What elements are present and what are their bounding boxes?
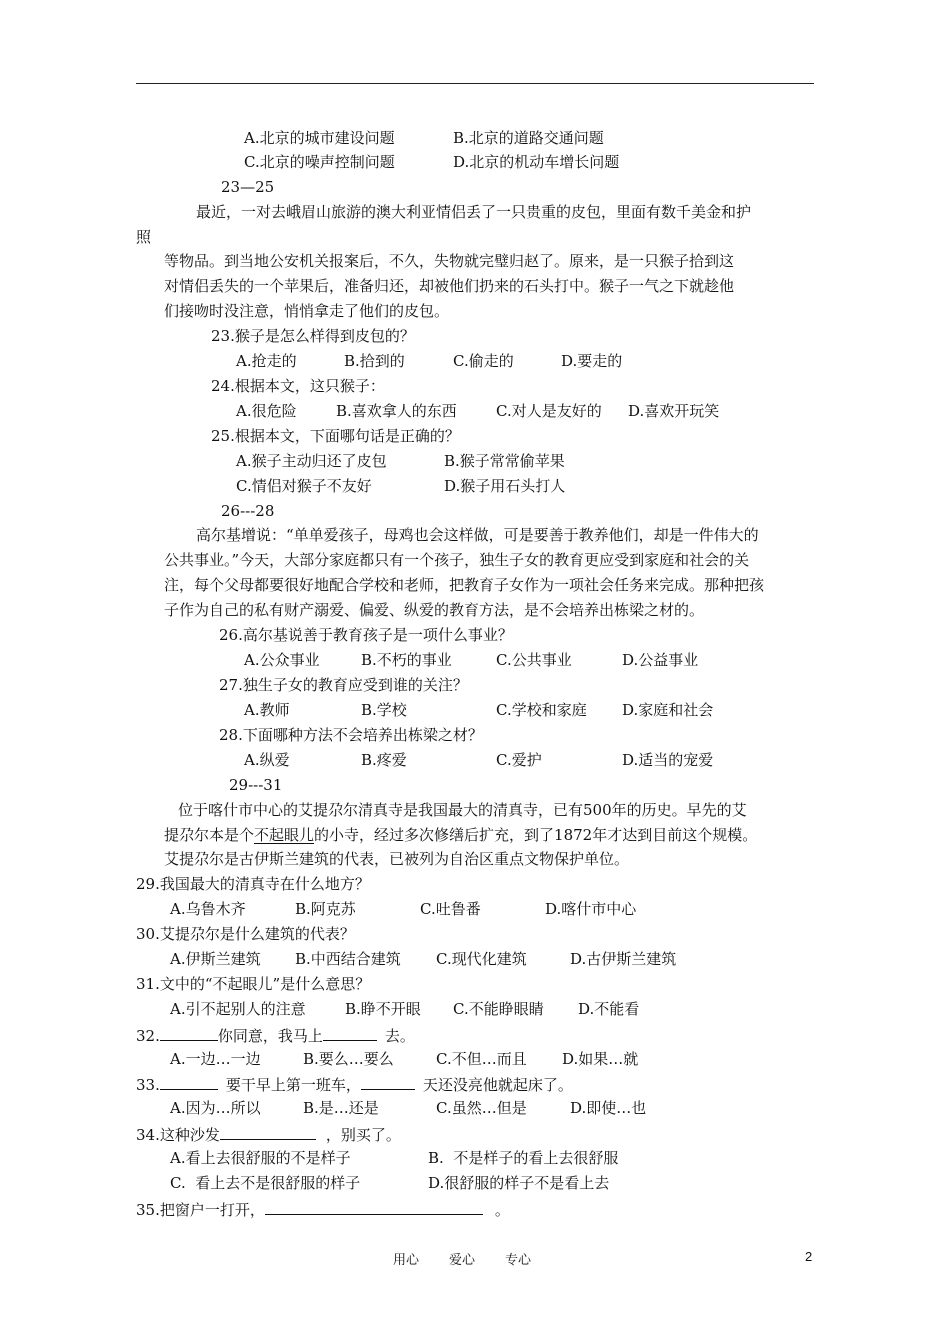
option-c: C.爱护 (496, 751, 542, 769)
option-b: B.是…还是 (303, 1099, 379, 1117)
passage-line: 公共事业。”今天，大部分家庭都只有一个孩子，独生子女的教育更应受到家庭和社会的关 (164, 551, 750, 569)
option-d: D.喀什市中心 (545, 900, 637, 918)
passage-line: 注，每个父母都要很好地配合学校和老师，把教育子女作为一项社会任务来完成。那种把孩 (164, 576, 765, 594)
passage-line: 位于喀什市中心的艾提尕尔清真寺是我国最大的清真寺，已有500年的历史。早先的艾 (178, 801, 747, 819)
option-b: B. 不是样子的看上去很舒服 (428, 1149, 619, 1167)
passage-line: 等物品。到当地公安机关报案后，不久，失物就完璧归赵了。原来，是一只猴子拾到这 (164, 252, 735, 270)
option-d: D.喜欢开玩笑 (628, 402, 720, 420)
question-text: 去。 (384, 1027, 415, 1045)
option-a: A.看上去很舒服的不是样子 (170, 1149, 351, 1167)
footer-word: 爱心 (449, 1253, 476, 1268)
option-c: C.公共事业 (496, 651, 572, 669)
option-a: A.纵爱 (244, 751, 290, 769)
answer-blank[interactable] (361, 1073, 415, 1090)
answer-blank[interactable] (160, 1073, 218, 1090)
option-d: D.如果…就 (562, 1050, 639, 1068)
option-b: B.阿克苏 (295, 900, 356, 918)
option-d: D.家庭和社会 (622, 701, 714, 719)
question-stem (136, 1024, 415, 1044)
question-stem (136, 1198, 510, 1218)
question-stem: 29.我国最大的清真寺在什么地方？ (136, 875, 370, 893)
passage-line (164, 825, 757, 845)
option-d: D.适当的宠爱 (622, 751, 714, 769)
option-b: B.睁不开眼 (345, 1000, 421, 1018)
question-number: 32. (136, 1027, 160, 1045)
question-stem: 30.艾提尕尔是什么建筑的代表？ (136, 925, 355, 943)
q22-option-c: C.北京的噪声控制问题 (244, 153, 395, 171)
option-c: C.学校和家庭 (496, 701, 587, 719)
question-stem: 31.文中的“不起眼儿”是什么意思？ (136, 975, 371, 993)
option-b: B.喜欢拿人的东西 (336, 402, 457, 420)
option-b: B.要么…要么 (303, 1050, 394, 1068)
option-b: B.拾到的 (344, 352, 405, 370)
option-a: A.猴子主动归还了皮包 (236, 452, 387, 470)
question-text: 。 (494, 1201, 510, 1219)
option-c: C.偷走的 (453, 352, 514, 370)
question-text: 你同意，我马上 (217, 1027, 323, 1045)
option-b: B.中西结合建筑 (295, 950, 401, 968)
option-a: A.很危险 (236, 402, 297, 420)
question-stem: 23.猴子是怎么样得到皮包的？ (211, 327, 415, 345)
option-a: A.因为…所以 (170, 1099, 261, 1117)
question-stem: 26.高尔基说善于教育孩子是一项什么事业？ (219, 626, 513, 644)
q22-option-b: B.北京的道路交通问题 (453, 129, 604, 147)
option-a: A.伊斯兰建筑 (170, 950, 261, 968)
option-a: A.引不起别人的注意 (170, 1000, 306, 1018)
answer-blank[interactable] (323, 1024, 377, 1041)
section-range-26-28: 26---28 (221, 502, 275, 520)
option-d: D.不能看 (578, 1000, 640, 1018)
option-a: A.乌鲁木齐 (170, 900, 246, 918)
question-stem: 28.下面哪种方法不会培养出栋梁之材？ (219, 726, 483, 744)
option-c: C.不但…而且 (436, 1050, 527, 1068)
option-d: D.猴子用石头打人 (444, 477, 566, 495)
underlined-term: 不起眼儿 (254, 826, 315, 844)
option-c: C.吐鲁番 (420, 900, 481, 918)
option-b: B.猴子常常偷苹果 (444, 452, 565, 470)
question-stem: 24.根据本文，这只猴子： (211, 377, 385, 395)
passage-text: 的小寺，经过多次修缮后扩充，到了1872年才达到目前这个规模。 (314, 826, 758, 844)
answer-blank[interactable] (265, 1198, 483, 1215)
option-a: A.抢走的 (236, 352, 297, 370)
option-c: C.现代化建筑 (436, 950, 527, 968)
passage-text: 提尕尔本是个 (164, 826, 255, 844)
footer-word: 专心 (505, 1253, 532, 1268)
passage-line: 对情侣丢失的一个苹果后，准备归还，却被他们扔来的石头打中。猴子一气之下就趁他 (164, 277, 735, 295)
option-d: D.古伊斯兰建筑 (570, 950, 677, 968)
question-number: 33. (136, 1076, 160, 1094)
passage-line: 们接吻时没注意，悄悄拿走了他们的皮包。 (164, 302, 450, 320)
passage-line: 高尔基增说：“单单爱孩子，母鸡也会这样做，可是要善于教养他们，却是一件伟大的 (196, 526, 759, 544)
question-stem (136, 1123, 401, 1143)
question-text: 天还没亮他就起床了。 (422, 1076, 573, 1094)
option-d: D.公益事业 (622, 651, 699, 669)
option-c: C. 看上去不是很舒服的样子 (170, 1174, 361, 1192)
option-c: C.对人是友好的 (496, 402, 602, 420)
option-c: C.不能睁眼睛 (453, 1000, 544, 1018)
answer-blank[interactable] (220, 1123, 316, 1140)
option-c: C.虽然…但是 (436, 1099, 527, 1117)
option-a: A.公众事业 (244, 651, 320, 669)
question-text: 要干早上第一班车， (225, 1076, 361, 1094)
footer-word: 用心 (393, 1253, 420, 1268)
question-stem (136, 1073, 573, 1093)
option-b: B.学校 (361, 701, 407, 719)
q22-option-d: D.北京的机动车增长问题 (453, 153, 620, 171)
passage-line: 艾提尕尔是古伊斯兰建筑的代表，已被列为自治区重点文物保护单位。 (164, 850, 630, 868)
option-c: C.情侣对猴子不友好 (236, 477, 372, 495)
answer-blank[interactable] (160, 1024, 218, 1041)
section-range-29-31: 29---31 (229, 776, 283, 794)
option-d: D.即使…也 (570, 1099, 647, 1117)
header-rule (136, 83, 814, 84)
passage-line: 最近，一对去峨眉山旅游的澳大利亚情侣丢了一只贵重的皮包，里面有数千美金和护 (196, 203, 752, 221)
page-number: 2 (805, 1249, 813, 1264)
question-stem: 25.根据本文，下面哪句话是正确的？ (211, 427, 460, 445)
question-stem: 27.独生子女的教育应受到谁的关注？ (219, 676, 468, 694)
passage-line: 照 (136, 228, 152, 246)
option-b: B.不朽的事业 (361, 651, 452, 669)
question-text: 35.把窗户一打开， (136, 1201, 265, 1219)
question-text: ，别买了。 (325, 1126, 401, 1144)
option-d: D.很舒服的样子不是看上去 (428, 1174, 610, 1192)
section-range-23-25: 23—25 (221, 178, 275, 196)
q22-option-a: A.北京的城市建设问题 (244, 129, 395, 147)
passage-line: 子作为自己的私有财产溺爱、偏爱、纵爱的教育方法，是不会培养出栋梁之材的。 (164, 601, 705, 619)
question-text: 34.这种沙发 (136, 1126, 220, 1144)
option-a: A.一边…一边 (170, 1050, 261, 1068)
option-b: B.疼爱 (361, 751, 407, 769)
option-d: D.要走的 (561, 352, 623, 370)
option-a: A.教师 (244, 701, 290, 719)
